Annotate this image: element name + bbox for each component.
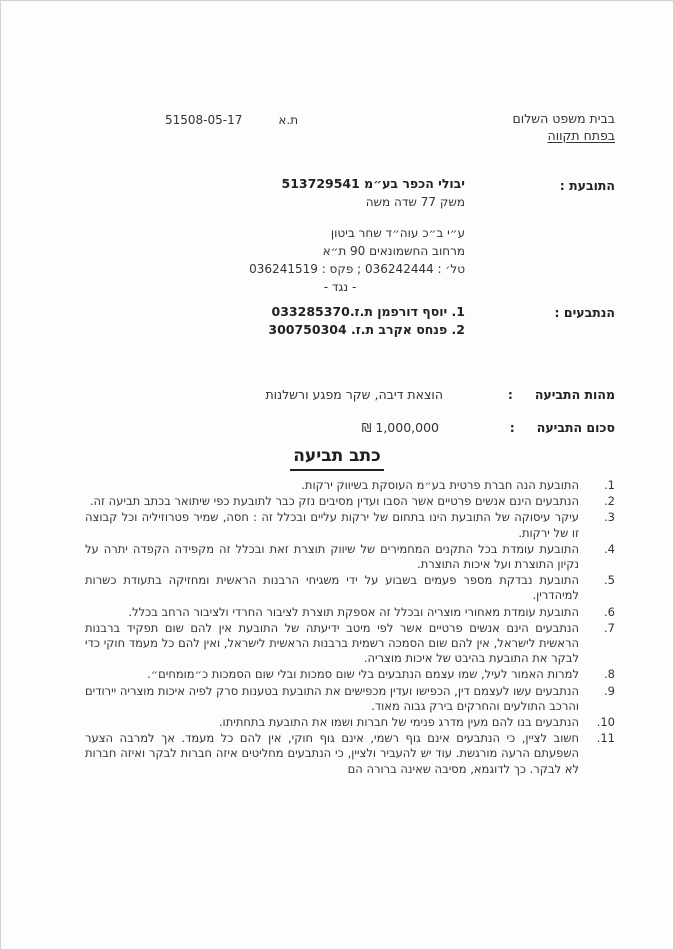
claim-paragraph bbox=[85, 573, 615, 603]
paragraph-number: 6. bbox=[604, 604, 615, 619]
claim-amount-value: 1,000,000 ₪ bbox=[361, 420, 439, 435]
paragraph-text: התובעת נבדקת מספר פעמים בשבוע על ידי משגיחי הרבנות הראשית ומחזיקה בתעודת כשרות למיהדרין. bbox=[85, 573, 579, 603]
document-title: כתב תביעה bbox=[1, 446, 673, 471]
paragraph-number: 9. bbox=[604, 683, 615, 698]
paragraph-number: 5. bbox=[604, 573, 615, 588]
paragraph-number: 10. bbox=[596, 715, 615, 730]
claim-nature-value: הוצאת דיבה, שקר מפגע ורשלנות bbox=[265, 387, 443, 402]
claims-list bbox=[85, 478, 615, 778]
plaintiff-address: משק 77 שדה משה bbox=[365, 195, 465, 209]
defendant-2: 2. פנחס אקרב ת.ז. 300750304 bbox=[268, 321, 465, 337]
claim-paragraph bbox=[85, 494, 615, 509]
case-number-block bbox=[165, 113, 298, 127]
court-city: בפתח תקווה bbox=[547, 128, 615, 143]
paragraph-number: 4. bbox=[604, 541, 615, 556]
plaintiff-label: התובעת : bbox=[559, 178, 615, 193]
court-name: בבית משפט השלום bbox=[512, 111, 615, 126]
claim-paragraph bbox=[85, 715, 615, 730]
court-header bbox=[513, 110, 616, 144]
colon: : bbox=[509, 420, 515, 435]
paragraph-text: למרות האמור לעיל, שמו עצמם הנתבעים בלי שום סמכות ובלי שום הסמכות כ״מומחים״. bbox=[147, 667, 579, 682]
attorney-line: ע״י ב״כ עוה״ד שחר ביטון bbox=[330, 226, 465, 240]
attorney-phone-fax: טל׳ : 036242444 ; פקס : 036241519 bbox=[249, 262, 465, 276]
paragraph-text: הנתבעים הינם אנשים פרטיים אשר לפי מיטב ידיעתה של התובעת אין להם שום תפקיד ברבנות הראשית לישראל, אין להם שום הסמכה רשמית ברבנות הראשית לישראל, ואין להם כל מעמד חוקי כדי לבקר את התובעת בהיבט של איכות מוצריה. bbox=[85, 620, 579, 666]
paragraph-text: עיקר עיסוקה של התובעת הינו בתחום של ירקות עליים ובכלל זה : חסה, שמיר פטרוזיליה וכל קבוצה זו של ירקות. bbox=[85, 510, 579, 540]
claim-nature-label: מהות התביעה : bbox=[507, 387, 615, 402]
defendants-details bbox=[268, 303, 465, 338]
plaintiff-details bbox=[282, 175, 465, 211]
attorney-address: מרחוב החשמונאים 90 ת״א bbox=[322, 244, 465, 258]
paragraph-text: הנתבעים עשו לעצמם דין, הכפישו ועדין מכפישים את התובעת בטענות סרק לפיה איכות מוצריה יירודים והרכב התולעים והחרקים בירק גבוה מאוד. bbox=[85, 683, 579, 713]
paragraph-text: התובעת עומדת מאחורי מוצריה ובכלל זה אספקת תוצרת לציבור החרדי ולציבור הרחב בכלל. bbox=[128, 604, 579, 619]
paragraph-text: הנתבעים בנו להם מעין מדרג פנימי של חברות ושמו את התובעת בתחתיתו. bbox=[218, 715, 579, 730]
paragraph-text: חשוב לציין, כי הנתבעים אינם גוף רשמי, אינם גוף חוקי, אין להם כל מעמד. אך למרבה הצער השפעתם הרעה מורגשת. עוד יש להעביר ולציין, כי הנתבעים מחליטים איזה חברות לבקר ואיזה חברות לא לבקר. כך לדוגמא, מסיבה שאינה ברורה הם bbox=[85, 731, 579, 776]
paragraph-number: 1. bbox=[604, 478, 615, 492]
claim-paragraph bbox=[85, 478, 615, 493]
claim-paragraph bbox=[85, 605, 615, 620]
paragraph-number: 3. bbox=[604, 510, 615, 525]
claim-paragraph bbox=[85, 510, 615, 540]
claim-paragraph bbox=[85, 667, 615, 682]
paragraph-number: 2. bbox=[604, 494, 615, 509]
case-number: 51508-05-17 bbox=[165, 113, 243, 127]
claim-paragraph bbox=[85, 621, 615, 667]
attorney-details bbox=[249, 224, 465, 278]
claim-amount-label: סכום התביעה : bbox=[509, 420, 615, 435]
plaintiff-name: יבולי הכפר בע״מ 513729541 bbox=[281, 176, 465, 191]
defendant-1: 1. יוסף דורפמן ת.ז.033285370 bbox=[271, 304, 465, 319]
defendants-label: הנתבעים : bbox=[554, 305, 615, 320]
paragraph-number: 7. bbox=[604, 620, 615, 635]
paragraph-number: 11. bbox=[596, 731, 615, 746]
claim-paragraph bbox=[85, 542, 615, 572]
paragraph-text: התובעת הנה חברת פרטית בע״מ העוסקת בשיווק ירקות. bbox=[301, 478, 579, 492]
claim-paragraph bbox=[85, 731, 615, 777]
case-type: ת.א bbox=[278, 113, 299, 127]
versus-separator: - נגד - bbox=[323, 280, 357, 294]
paragraph-text: הנתבעים הינם אנשים פרטיים אשר הסבו ועדין מסיבים נזק כבר לתובעת כפי שיתואר בכתב תביעה זה. bbox=[89, 494, 579, 509]
paragraph-number: 8. bbox=[604, 667, 615, 682]
paragraph-text: התובעת עומדת בכל התקנים המחמירים של שיווק תוצרת זאת ובכלל זה מקפידה הקפדה יתרה על נקיון התוצרת ועל איכות התוצרת. bbox=[85, 541, 579, 572]
colon: : bbox=[507, 387, 513, 402]
claim-paragraph bbox=[85, 684, 615, 714]
